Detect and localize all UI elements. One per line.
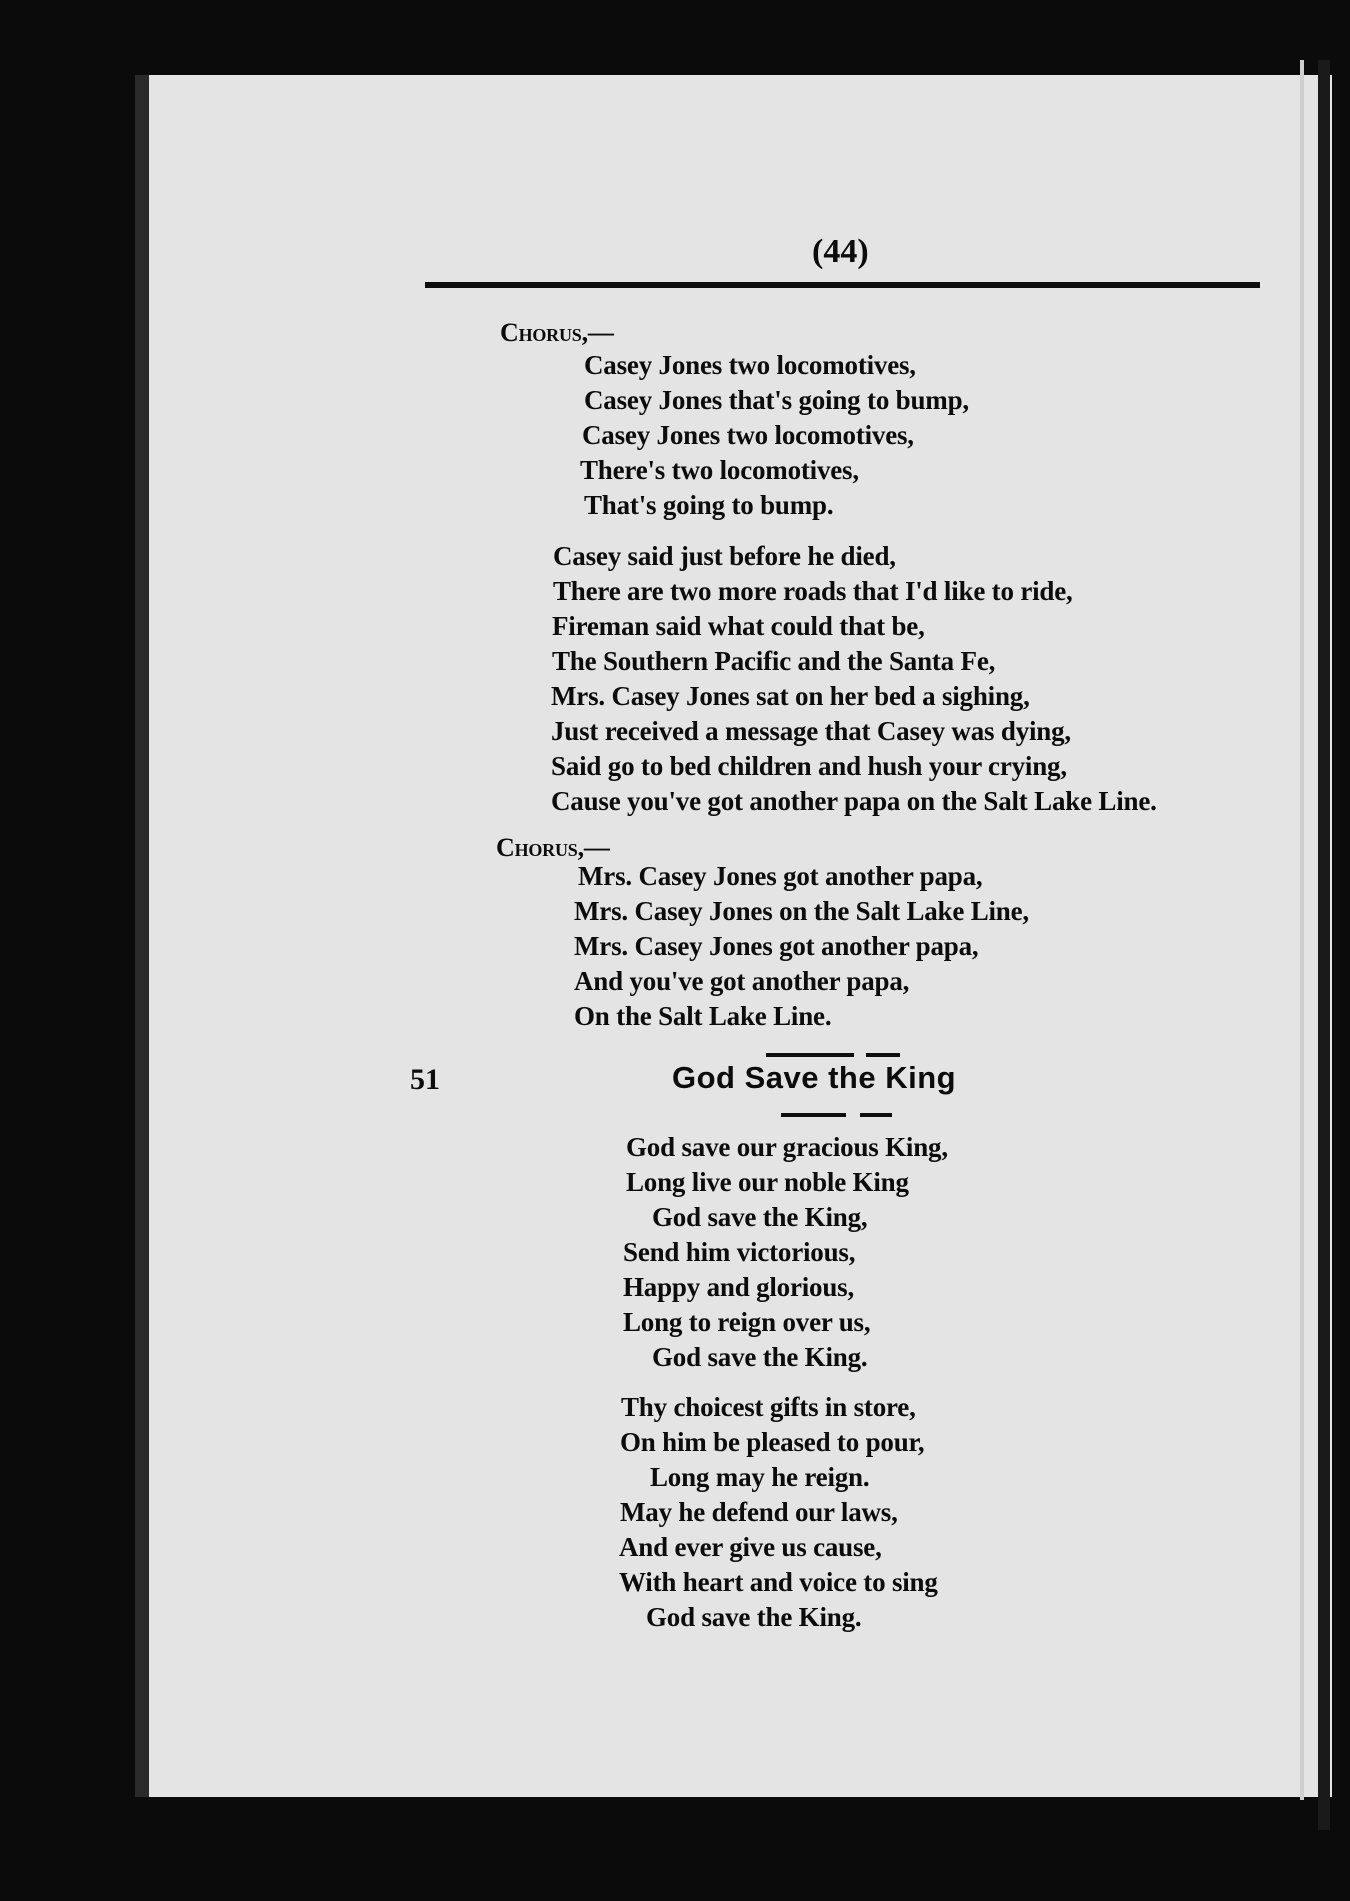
chorus-line: Casey Jones two locomotives, — [584, 350, 916, 380]
verse-line: Mrs. Casey Jones sat on her bed a sighing, — [551, 681, 1030, 711]
book-spine-edge — [1318, 60, 1330, 1830]
hymn-line: God save our gracious King, — [626, 1132, 948, 1162]
page-number: (44) — [812, 233, 869, 270]
chorus-label: Chorus,— — [500, 318, 614, 347]
hymn-line: And ever give us cause, — [619, 1532, 882, 1562]
chorus-line: Casey Jones that's going to bump, — [584, 385, 969, 415]
decorative-rule — [866, 1053, 900, 1057]
chorus-line: On the Salt Lake Line. — [574, 1001, 832, 1031]
verse-line: Said go to bed children and hush your crying, — [551, 751, 1067, 781]
hymn-line: Happy and glorious, — [623, 1272, 855, 1302]
verse-line: Casey said just before he died, — [553, 541, 896, 571]
hymn-line: May he defend our laws, — [620, 1497, 898, 1527]
hymn-line: Send him victorious, — [623, 1237, 856, 1267]
decorative-rule — [766, 1053, 854, 1057]
verse-line: Just received a message that Casey was dying, — [551, 716, 1071, 746]
verse-line: There are two more roads that I'd like to ride, — [553, 576, 1073, 606]
verse-line: Cause you've got another papa on the Salt Lake Line. — [551, 786, 1157, 816]
hymn-line: God save the King. — [652, 1342, 868, 1372]
hymn-line: God save the King. — [646, 1602, 862, 1632]
chorus-line: And you've got another papa, — [574, 966, 910, 996]
hymn-line: With heart and voice to sing — [619, 1567, 938, 1597]
song-number: 51 — [410, 1063, 440, 1096]
decorative-rule — [781, 1113, 846, 1117]
page-edge-highlight — [1300, 60, 1304, 1800]
hymn-line: Long may he reign. — [650, 1462, 870, 1492]
chorus-line: Mrs. Casey Jones got another papa, — [574, 931, 979, 961]
chorus-line: Mrs. Casey Jones got another papa, — [578, 861, 983, 891]
hymn-line: Long live our noble King — [626, 1167, 909, 1197]
hymn-line: On him be pleased to pour, — [620, 1427, 925, 1457]
header-rule — [425, 282, 1260, 288]
verse-line: Fireman said what could that be, — [552, 611, 925, 641]
chorus-label: Chorus,— — [496, 833, 610, 862]
chorus-line: Casey Jones two locomotives, — [582, 420, 914, 450]
verse-line: The Southern Pacific and the Santa Fe, — [552, 646, 996, 676]
hymn-line: Thy choicest gifts in store, — [621, 1392, 916, 1422]
chorus-line: There's two locomotives, — [580, 455, 859, 485]
decorative-rule — [860, 1113, 892, 1117]
chorus-line: Mrs. Casey Jones on the Salt Lake Line, — [574, 896, 1029, 926]
chorus-line: That's going to bump. — [584, 490, 834, 520]
song-title: God Save the King — [672, 1060, 957, 1095]
hymn-line: God save the King, — [652, 1202, 868, 1232]
hymn-line: Long to reign over us, — [623, 1307, 871, 1337]
